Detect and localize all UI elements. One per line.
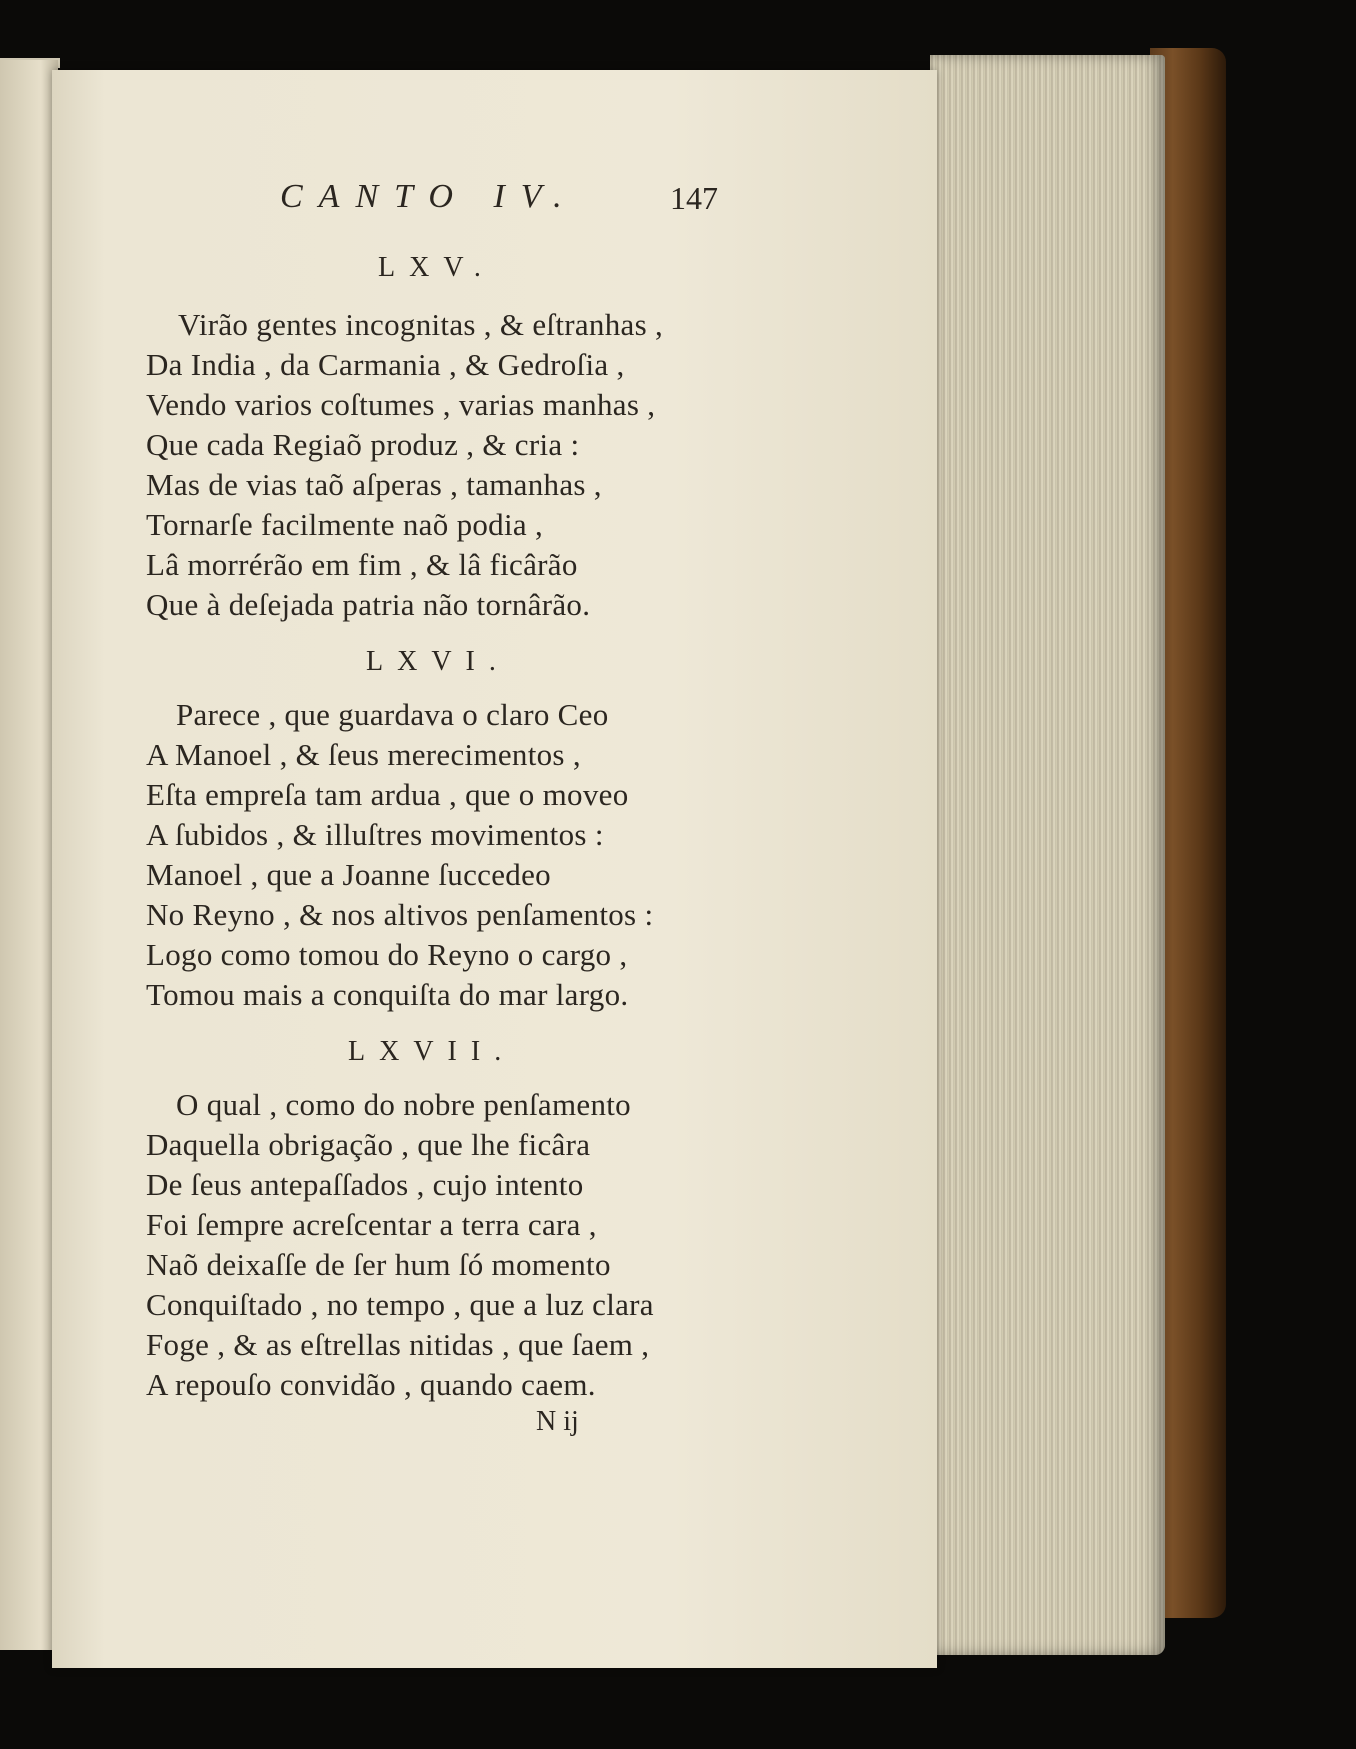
verse-line: Tornarſe facilmente naõ podia , [146, 507, 544, 542]
signature-mark: N ij [536, 1406, 579, 1437]
verse-line: No Reyno , & nos altivos penſamentos : [146, 897, 654, 932]
verse-line: Conquiſtado , no tempo , que a luz clara [146, 1287, 654, 1322]
verse-line: Foi ſempre acreſcentar a terra cara , [146, 1207, 597, 1242]
page-edges [930, 55, 1165, 1655]
verse-line: Da India , da Carmania , & Gedroſia , [146, 347, 625, 382]
verse-line: Vendo varios coſtumes , varias manhas , [146, 387, 656, 422]
verse-line: Virão gentes incognitas , & eſtranhas , [178, 307, 664, 342]
verse-line: A ſubidos , & illuſtres movimentos : [146, 817, 604, 852]
verse-line: A Manoel , & ſeus merecimentos , [146, 737, 581, 772]
verse-line: Que à deſejada patria não tornârão. [146, 587, 591, 622]
stanza-number: LXVII. [348, 1036, 516, 1067]
page-number: 147 [670, 180, 718, 216]
verse-line: Mas de vias taõ aſperas , tamanhas , [146, 467, 602, 502]
stanza-number: LXVI. [366, 646, 510, 677]
verse-line: Manoel , que a Joanne ſuccedeo [146, 857, 551, 892]
verse-line: Tomou mais a conquiſta do mar largo. [146, 977, 629, 1012]
verse-line: Naõ deixaſſe de ſer hum ſó momento [146, 1247, 611, 1282]
verse-line: De ſeus antepaſſados , cujo intento [146, 1167, 584, 1202]
running-head: CANTO IV. [280, 178, 578, 215]
verse-line: Daquella obrigação , que lhe ficâra [146, 1127, 591, 1162]
verse-line: Eſta empreſa tam ardua , que o moveo [146, 777, 629, 812]
verse-line: Parece , que guardava o claro Ceo [176, 697, 609, 732]
verse-line: Logo como tomou do Reyno o cargo , [146, 937, 628, 972]
verse-line: Que cada Regiaõ produz , & cria : [146, 427, 580, 462]
verse-line: Foge , & as eſtrellas nitidas , que ſaem , [146, 1327, 650, 1362]
verse-line: O qual , como do nobre penſamento [176, 1087, 631, 1122]
verse-line: A repouſo convidão , quando caem. [146, 1367, 596, 1402]
verse-line: Lâ morrérão em fim , & lâ ficârão [146, 547, 578, 582]
left-page [0, 60, 58, 1650]
stanza-number: LXV. [378, 252, 495, 283]
